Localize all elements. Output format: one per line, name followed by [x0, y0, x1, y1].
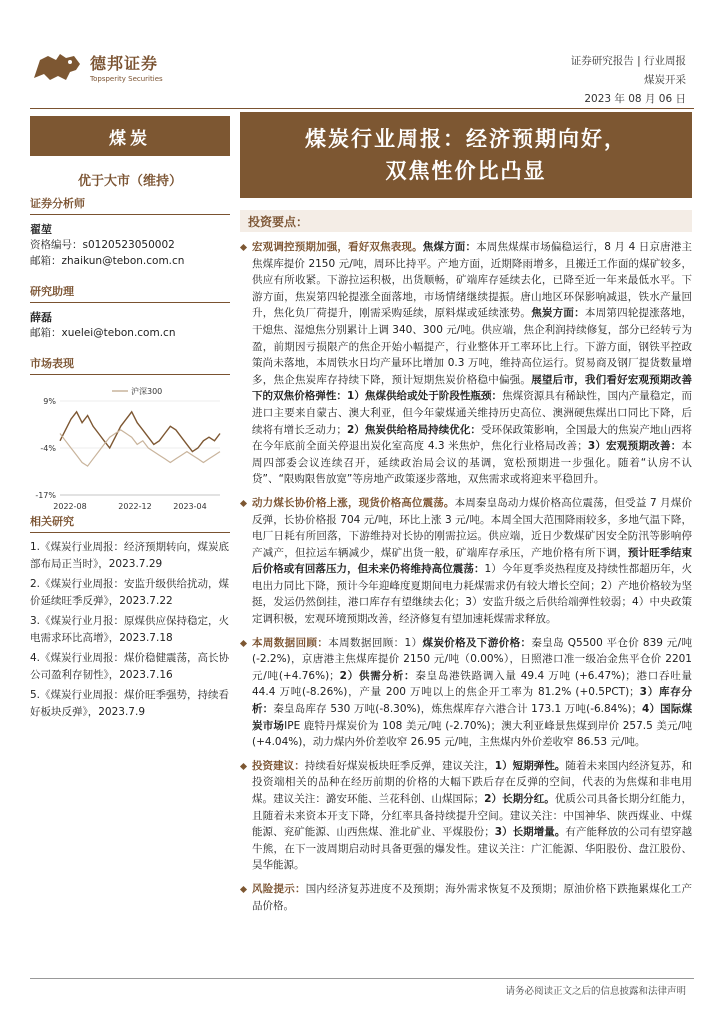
- sector-rating: 优于大市（维持）: [77, 174, 182, 189]
- paragraph-advice: [240, 758, 692, 874]
- para-sub-lead: 焦煤方面：: [422, 241, 477, 253]
- research-item[interactable]: 4.《煤炭行业周报：煤价稳健震荡，高长协公司盈利存韧性》，2023.7.16: [30, 652, 230, 681]
- brand-name-cn: 德邦证券: [90, 54, 159, 73]
- market-chart-svg: [30, 383, 230, 523]
- series-line-0: [60, 412, 220, 452]
- research-item[interactable]: 5.《煤炭行业周报：煤价旺季强势，持续看好板块反弹》，2023.7.9: [30, 689, 230, 718]
- assistant-section: [30, 283, 230, 341]
- assistant-section-title: 研究助理: [30, 283, 230, 303]
- analyst-section-title: 证券分析师: [30, 195, 230, 215]
- para-lead: 本周数据回顾：: [252, 636, 329, 649]
- para-sub-lead: 2）长期分红。: [484, 793, 555, 805]
- assistant-email[interactable]: 邮箱：xuelei@tebon.com.cn: [30, 327, 176, 339]
- analyst-section: [30, 195, 230, 269]
- y-tick-label: -17%: [35, 491, 56, 500]
- key-points-title: 投资要点：: [240, 210, 692, 232]
- research-section: [30, 513, 230, 724]
- analyst-name: 翟堃: [30, 223, 52, 236]
- para-text: 秦皇岛 Q5500 平仓价 839 元/吨 (-2.2%)，京唐港主焦煤库提价 2150 元/吨（0.00%），日照港口准一级冶金焦平仓价 2201 元/吨(+4.76%)；: [252, 636, 693, 682]
- x-tick-label: 2023-04: [173, 502, 207, 511]
- para-text: 本周数据回顾：1）: [328, 636, 423, 649]
- bull-logo-icon: [30, 50, 84, 84]
- paragraph-data: [240, 635, 692, 751]
- analyst-cert: 资格编号：s0120523050002: [30, 239, 175, 251]
- report-type: 证券研究报告 | 行业周报: [570, 55, 686, 67]
- para-text: 持续看好煤炭板块旺季反弹，建议关注，: [304, 759, 495, 772]
- para-lead: 投资建议：: [252, 759, 305, 772]
- para-text: 有产能释放的公司有望穿越牛熊，在下一波周期启动时具备更强的爆发性。建议关注：广汇能源、华阳股份、盘江股份、昊华能源。: [252, 826, 693, 872]
- market-section: [30, 355, 230, 533]
- para-text: 受环保政策影响，全国最大的焦炭产地山西将在今年底前全面关停退出炭化室高度 4.3 米焦炉，焦化行业格局改善；: [252, 423, 693, 453]
- assistant-name: 薛磊: [30, 311, 52, 324]
- brand-logo: [30, 50, 163, 84]
- para-text: 秦皇岛港铁路调入量 49.4 万吨 (+6.47%)；港口吞吐量 44.4 万吨(-8.26%)，产量 200 万吨以上的焦企开工率为 81.2% (+0.5PCT)；: [252, 669, 692, 699]
- para-text: 1）今年夏季炎热程度及持续性都超历年，火电出力同比下降，预计今年迎峰度夏期间电力耗煤需求仍有较大增长空间；2）产地价格较为坚挺，发运仍然倒挂，港口库存有望继续去化；3）安监升级之后供给端弹性较弱；4）中央政策定调积极，宏观环境预期改善，经济修复有望加速耗煤需求释放。: [252, 563, 692, 626]
- paragraph-thermal: [240, 495, 692, 628]
- para-lead: 宏观调控预期加强，看好双焦表现。: [252, 241, 423, 253]
- para-sub-lead: 2）焦炭供给格局持续优化：: [346, 423, 481, 436]
- footer-disclaimer: 请务必阅读正文之后的信息披露和法律声明: [505, 986, 686, 997]
- research-item[interactable]: 2.《煤炭行业周报：安监升级供给扰动，煤价延续旺季反弹》，2023.7.22: [30, 578, 230, 607]
- x-tick-label: 2022-08: [53, 502, 87, 511]
- x-tick-label: 2022-12: [118, 502, 152, 511]
- para-sub-lead: 3）长期增量。: [494, 826, 566, 839]
- para-sub-lead: 3）库存分析：: [252, 686, 692, 716]
- y-tick-label: -4%: [40, 444, 56, 453]
- para-text: 随着未来国内经济复苏，和投资端相关的品种在经历前期的价格的大幅下跌后存在反弹的空间，代表的为焦煤和非电用煤。建议关注：潞安环能、兰花科创、山煤国际；: [252, 759, 693, 805]
- para-text: IPE 鹿特丹煤炭价为 108 美元/吨 (-2.70%)；澳大利亚峰景焦煤到岸价 257.5 美元/吨 (+4.04%)，动力煤内外价差收窄 26.95 元/吨，主焦煤内外价差收窄 86.53 元/吨。: [252, 719, 692, 749]
- para-sub-lead: 焦炭方面：: [531, 307, 585, 320]
- para-text: 国内经济复苏进度不及预期；海外需求恢复不及预期；原油价格下跌拖累煤化工产品价格。: [252, 882, 692, 912]
- y-tick-label: 9%: [43, 397, 56, 406]
- market-chart: [30, 383, 230, 533]
- analyst-email[interactable]: 邮箱：zhaikun@tebon.com.cn: [30, 255, 185, 267]
- report-meta: [571, 52, 686, 109]
- paragraph-risk: [240, 881, 692, 914]
- research-item[interactable]: 3.《煤炭行业月报：原煤供应保持稳定，火电需求环比高增》，2023.7.18: [30, 615, 230, 644]
- para-text: 本周第四轮提涨落地，干熄焦、湿熄焦分别累计上调 340、300 元/吨。供应端，焦企利润持续修复，部分已经转亏为盈，前期因亏损限产的焦企开始小幅提产，行业整体开工率环比上行。下游方面，钢铁平控政策尚未落地，本周铁水日均产量环比增加 0.3 万吨，维持高位运行。贸易商及钢厂提货数量增多，焦企焦炭库存持续下降，预计短期焦炭价格稳中偏强。: [252, 307, 693, 386]
- paragraph-coking: [240, 239, 692, 488]
- footer-divider: [30, 978, 694, 979]
- para-lead: 动力煤长协价格上涨，现货价格高位震荡。: [252, 496, 455, 509]
- para-sub-lead: 4）国际煤炭市场: [252, 703, 692, 732]
- sidebar: [30, 112, 230, 189]
- legend-label: 沪深300: [131, 387, 163, 396]
- report-headline: [240, 112, 692, 198]
- para-text: 优质公司具备长期分红能力，且随着未来资本开支下降，分红率具备持续提升空间。建议关注：中国神华、陕西煤业、中煤能源、兖矿能源、山西焦煤、淮北矿业、平煤股份；: [252, 793, 693, 839]
- research-section-title: 相关研究: [30, 513, 230, 533]
- diamond-bullet-icon: [240, 763, 247, 770]
- para-lead: 风险提示：: [252, 882, 306, 895]
- research-list: [30, 539, 230, 721]
- headline-line-2: 双焦性价比凸显: [385, 159, 547, 183]
- report-industry: 煤炭开采: [644, 74, 686, 86]
- report-date: 2023 年 08 月 06 日: [584, 93, 686, 105]
- para-text: 秦皇岛库存 530 万吨(-8.30%)，炼焦煤库存六港合计 173.1 万吨(-6.84%)；: [273, 703, 642, 716]
- para-text: 本周焦煤煤市场偏稳运行，8 月 4 日京唐港主焦煤库提价 2150 元/吨，周环比持平。产地方面，近期降雨增多，且搬迁工作面的煤矿较多，供应有所收紧。下游拉运积极，出货顺畅，矿端库存延续去化，已降至近一年来最低水平。下游方面，焦炭第四轮提涨全面落地，市场情绪继续提振。唐山地区环保影响减退，铁水产量回升，焦化负厂荷提升，刚需采购延续，原料煤或延续涨势。: [252, 241, 693, 320]
- sector-label: 煤炭: [30, 116, 230, 156]
- market-section-title: 市场表现: [30, 355, 230, 375]
- diamond-bullet-icon: [240, 500, 247, 507]
- header-divider: [30, 108, 694, 109]
- para-sub-lead: 1）短期弹性。: [494, 759, 566, 772]
- diamond-bullet-icon: [240, 886, 247, 893]
- diamond-bullet-icon: [240, 640, 247, 647]
- para-sub-lead: 2）供需分析：: [339, 669, 416, 682]
- para-text: 焦煤资源具有稀缺性，国内产量稳定，而进口主要来自蒙古、澳大利亚，但今年蒙煤通关维持历史高位、澳洲硬焦煤出口同比下降，后续将有增长乏动力；: [252, 390, 693, 436]
- para-sub-lead: 展望后市，我们看好宏观预期改善下的双焦价格弹性：1）焦煤供给或处于阶段性瓶颈：: [252, 373, 693, 403]
- para-sub-lead: 预计旺季结束后价格或有回落压力，但未来仍将维持高位震荡：: [252, 546, 693, 576]
- diamond-bullet-icon: [240, 244, 247, 251]
- para-text: 本周秦皇岛动力煤价格高位震荡，但受益 7 月煤价反弹，长协价格报 704 元/吨，环比上涨 3 元/吨。本周全国大范围降雨较多，多地气温下降，电厂日耗有所回落，下游维持对长协的刚需拉运。供应端，近日少数煤矿因安全防汛等影响停产减产，但拉运车辆减少，煤矿出货一般，矿端库存承压，产地价格有所下调，: [252, 496, 692, 559]
- research-item[interactable]: 1.《煤炭行业周报：经济预期转向，煤炭底部布局正当时》，2023.7.29: [30, 541, 230, 570]
- headline-line-1: 煤炭行业周报：经济预期向好，: [305, 127, 627, 151]
- para-text: 本周四部委会议连续召开，延续政治局会议的基调，宽松预期进一步强化。随着“认房不认贷”、“限购限售放宽”等房地产政策逐步落地，双焦需求或将迎来平稳回升。: [252, 440, 692, 486]
- para-sub-lead: 3）宏观预期改善：: [587, 440, 682, 453]
- main-content: [240, 112, 692, 914]
- brand-name-en: Topsperity Securities: [90, 75, 163, 83]
- para-sub-lead: 煤炭价格及下游价格：: [422, 636, 532, 649]
